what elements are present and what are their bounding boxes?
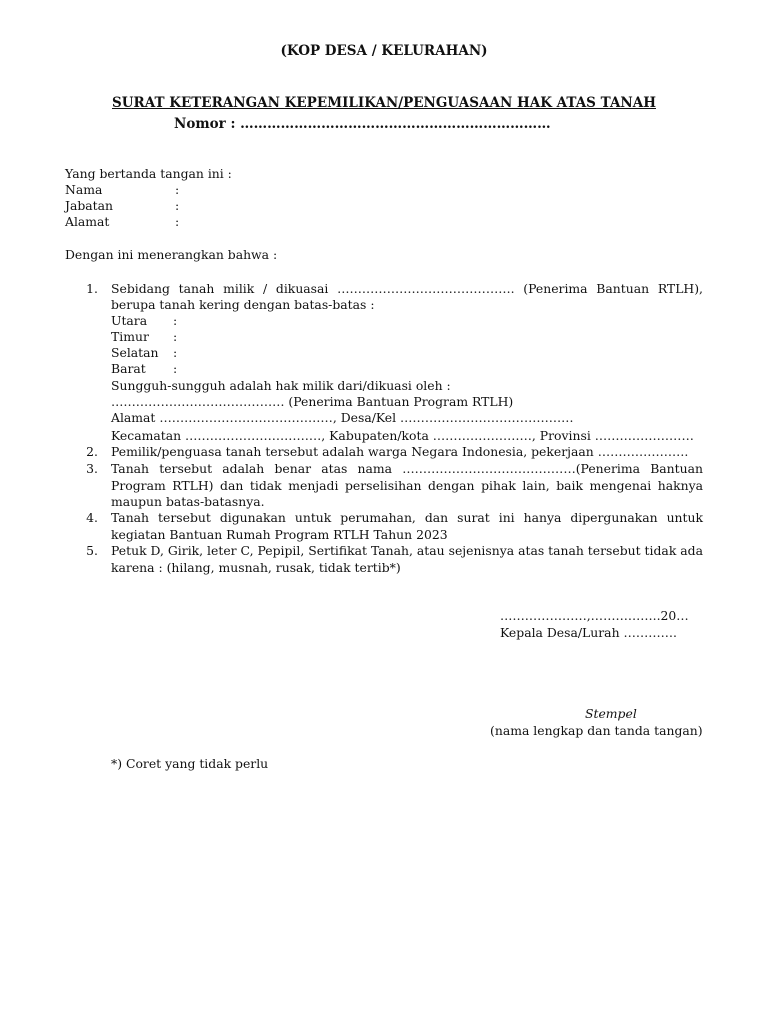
place-date: …………………,……………..20… — [500, 608, 689, 623]
footnote: *) Coret yang tidak perlu — [111, 756, 269, 771]
selatan-label: Selatan — [111, 345, 159, 360]
signer-jabatan — [65, 198, 179, 214]
timur-colon: : — [173, 329, 178, 344]
item-2-number: 2. — [86, 444, 98, 459]
alamat-colon: : — [175, 214, 180, 229]
document-title: SURAT KETERANGAN KEPEMILIKAN/PENGUASAAN HAK ATAS TANAH — [112, 95, 656, 111]
name-and-signature: (nama lengkap dan tanda tangan) — [490, 723, 703, 738]
item-5-number: 5. — [86, 543, 98, 558]
item-4-number: 4. — [86, 510, 98, 525]
jabatan-label: Jabatan — [65, 198, 114, 213]
border-barat — [111, 361, 177, 377]
signer-alamat — [65, 214, 179, 230]
nama-colon: : — [175, 182, 180, 197]
item-4-text: Tanah tersebut digunakan untuk perumahan, dan surat ini hanya dipergunakan untuk kegiatan Bantuan Rumah Program RTLH Tahun 2023 — [111, 510, 703, 542]
item-1-owner-name: …………………………………… (Penerima Bantuan Program RTLH) — [111, 394, 514, 409]
item-3-number: 3. — [86, 461, 98, 476]
nama-label: Nama — [65, 182, 103, 197]
border-utara — [111, 313, 177, 329]
signer-intro: Yang bertanda tangan ini : — [65, 166, 232, 181]
utara-label: Utara — [111, 313, 148, 328]
barat-colon: : — [173, 361, 178, 376]
item-2-text: Pemilik/penguasa tanah tersebut adalah warga Negara Indonesia, pekerjaan …………………. — [111, 444, 689, 459]
border-selatan — [111, 345, 177, 361]
utara-colon: : — [173, 313, 178, 328]
signer-position: Kepala Desa/Lurah …………. — [500, 625, 677, 640]
timur-label: Timur — [111, 329, 149, 344]
item-1-alamat: Alamat ……………………………………, Desa/Kel …………………………………… — [111, 410, 574, 425]
statement: Dengan ini menerangkan bahwa : — [65, 247, 278, 262]
barat-label: Barat — [111, 361, 146, 376]
border-timur — [111, 329, 177, 345]
item-1-line-2: berupa tanah kering dengan batas-batas : — [111, 297, 375, 312]
signer-nama — [65, 182, 179, 198]
item-1-number: 1. — [86, 281, 98, 296]
item-1-kecamatan: Kecamatan ……………………………, Kabupaten/kota ……………………, Provinsi …………………… — [111, 428, 694, 443]
item-5-text: Petuk D, Girik, leter C, Pepipil, Sertifikat Tanah, atau sejenisnya atas tanah tersebut tidak ada karena : (hilang, musnah, rusak, tidak tertib*) — [111, 543, 703, 575]
jabatan-colon: : — [175, 198, 180, 213]
item-1-line-1: Sebidang tanah milik / dikuasai ……………………………………. (Penerima Bantuan RTLH), — [111, 281, 703, 296]
document-number: Nomor : …………………………………………………………… — [174, 116, 551, 132]
selatan-colon: : — [173, 345, 178, 360]
kop-header: (KOP DESA / KELURAHAN) — [280, 43, 488, 59]
alamat-label: Alamat — [65, 214, 110, 229]
stamp-label: Stempel — [585, 706, 637, 721]
item-3-text: Tanah tersebut adalah benar atas nama ……………………………………(Penerima Bantuan Program RTLH) dan tidak menjadi perselisihan dengan pihak lain, baik mengenai haknya maupun batas-batasnya. — [111, 461, 703, 509]
item-1-owner: Sungguh-sungguh adalah hak milik dari/dikuasi oleh : — [111, 378, 451, 393]
